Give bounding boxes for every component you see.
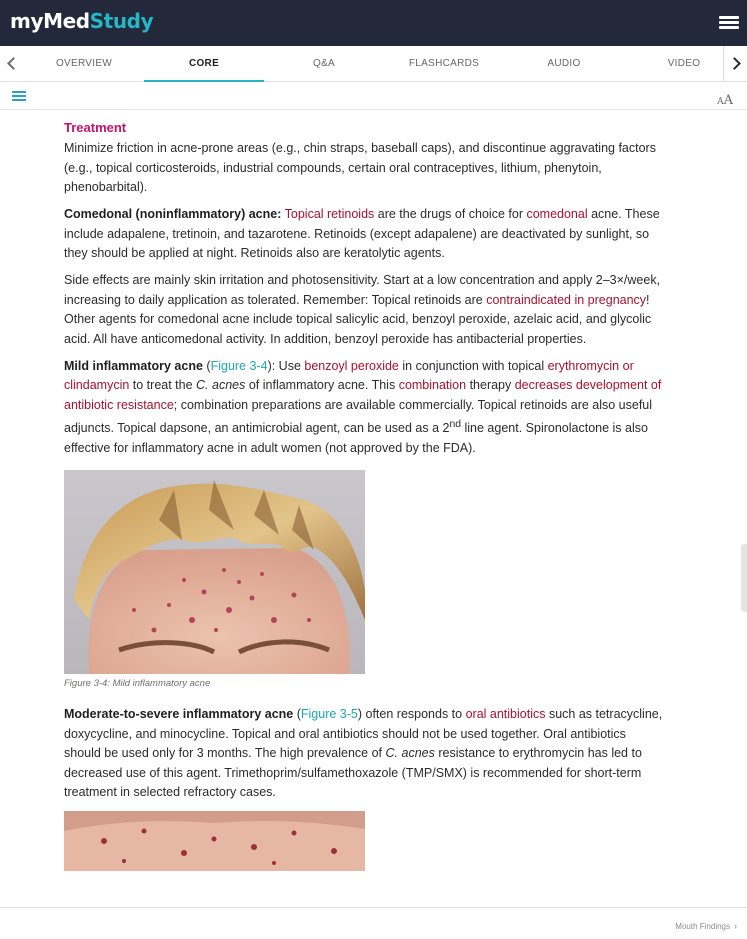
- core-content: [64, 110, 664, 907]
- font-size-icon[interactable]: [717, 89, 733, 108]
- figure-3-4-caption: Figure 3-4: Mild inflammatory acne: [64, 678, 211, 690]
- section-tab-bar: [0, 46, 747, 82]
- paragraph-side-effects: Side effects are mainly skin irritation and photosensitivity. Start at a low concentration and apply 2–3×/week, increasing to daily application as tolerated. Remember: Topical retinoids are contraindicated in pregnancy! Other agents for comedonal acne include topical salicylic acid, benzoyl peroxide, azelaic acid, and glycolic acid. All have anticomedonal activity. In addition, benzoyl peroxide has antibacterial properties.: [64, 273, 661, 346]
- logo-text-accent: Study: [89, 9, 154, 33]
- logo-text-primary: myMed: [10, 9, 90, 33]
- lead-mild-inflammatory: Mild inflammatory acne: [64, 358, 203, 373]
- chevron-left-icon: [7, 57, 20, 70]
- tab-core[interactable]: CORE: [144, 46, 264, 82]
- chapter-footer: [0, 907, 747, 939]
- term-contraindicated-pregnancy[interactable]: contraindicated in pregnancy: [486, 292, 647, 307]
- figure-3-4-image[interactable]: [64, 470, 365, 674]
- tab-qa[interactable]: Q&A: [312, 58, 336, 69]
- term-benzoyl-peroxide[interactable]: benzoyl peroxide: [304, 358, 399, 373]
- paragraph-friction: Minimize friction in acne-prone areas (e.g., chin straps, baseball caps), and discontinue aggravating factors (e.g., topical corticosteroids, industrial compounds, certain oral contraceptives, lithium, phenytoin, phenobarbital).: [64, 141, 656, 194]
- app-header: [0, 0, 747, 46]
- chevron-right-icon: ›: [734, 921, 737, 931]
- tab-video[interactable]: VIDEO: [667, 58, 701, 69]
- paragraph-moderate-severe: Moderate-to-severe inflammatory acne (Figure 3-5) often responds to oral antibiotics such as tetracycline, doxycycline, and minocycline. Topical and oral antibiotics should not be used together. Oral antibiotics should be used only for 3 months. The high prevalence of C. acnes resistance to erythromycin has led to decreased use of this agent. Trimethoprim/sulfamethoxazole (TMP/SMX) is recommended for short-term treatment in selected refractory cases.: [64, 707, 663, 800]
- paragraph-comedonal: Comedonal (noninflammatory) acne: Topical retinoids are the drugs of choice for comedonal acne. These include adapalene, tretinoin, and tazarotene. Retinoids (except adapalene) are deactivated by sunlight, so they should be applied at night. Retinoids also are keratolytic agents.: [64, 207, 660, 260]
- tabs-scroll-right-button[interactable]: [723, 46, 747, 82]
- lead-comedonal: Comedonal (noninflammatory) acne:: [64, 207, 282, 221]
- table-of-contents-icon[interactable]: [12, 91, 26, 102]
- tabs-scroll-left-button[interactable]: [0, 46, 24, 82]
- term-decreases-resistance[interactable]: decreases development of antibiotic resistance: [64, 378, 662, 412]
- term-oral-antibiotics[interactable]: oral antibiotics: [465, 707, 546, 722]
- next-chapter-label: Mouth Findings: [675, 922, 730, 931]
- paragraph-mild-inflammatory: Mild inflammatory acne (Figure 3-4): Use benzoyl peroxide in conjunction with topical erythromycin or clindamycin to treat the C. acnes of inflammatory acne. This combination therapy decreases development of antibiotic resistance; combination preparations are available commercially. Topical retinoids are also useful adjuncts. Topical dapsone, an antimicrobial agent, can be used as a 2nd line agent. Spironolactone is also effective for inflammatory acne in adult women (not approved by the FDA).: [64, 358, 662, 455]
- next-chapter-link[interactable]: [675, 921, 737, 931]
- term-combination[interactable]: combination: [398, 378, 467, 392]
- lead-moderate-severe: Moderate-to-severe inflammatory acne: [64, 707, 294, 722]
- figure-3-4: [64, 470, 365, 689]
- figure-3-5-image[interactable]: [64, 811, 365, 871]
- term-topical-retinoids[interactable]: Topical retinoids: [284, 207, 375, 221]
- tab-overview[interactable]: OVERVIEW: [55, 58, 113, 69]
- term-comedonal[interactable]: comedonal: [526, 207, 588, 221]
- main-menu-icon[interactable]: [719, 14, 739, 31]
- chevron-right-icon: [728, 57, 741, 70]
- reader-toolbar: [0, 83, 747, 110]
- app-logo[interactable]: [10, 9, 153, 33]
- font-size-large-glyph: A: [723, 93, 733, 108]
- tab-flashcards[interactable]: FLASHCARDS: [408, 58, 480, 69]
- figure-3-4-link[interactable]: Figure 3-4: [210, 358, 268, 373]
- side-drawer-handle[interactable]: [741, 544, 747, 612]
- tab-audio[interactable]: AUDIO: [547, 58, 581, 69]
- figure-3-5-link[interactable]: Figure 3-5: [300, 707, 358, 722]
- term-erythromycin-clindamycin[interactable]: erythromycin or clindamycin: [64, 358, 634, 392]
- section-heading-treatment: Treatment: [64, 120, 127, 135]
- font-size-small-glyph: A: [717, 97, 724, 107]
